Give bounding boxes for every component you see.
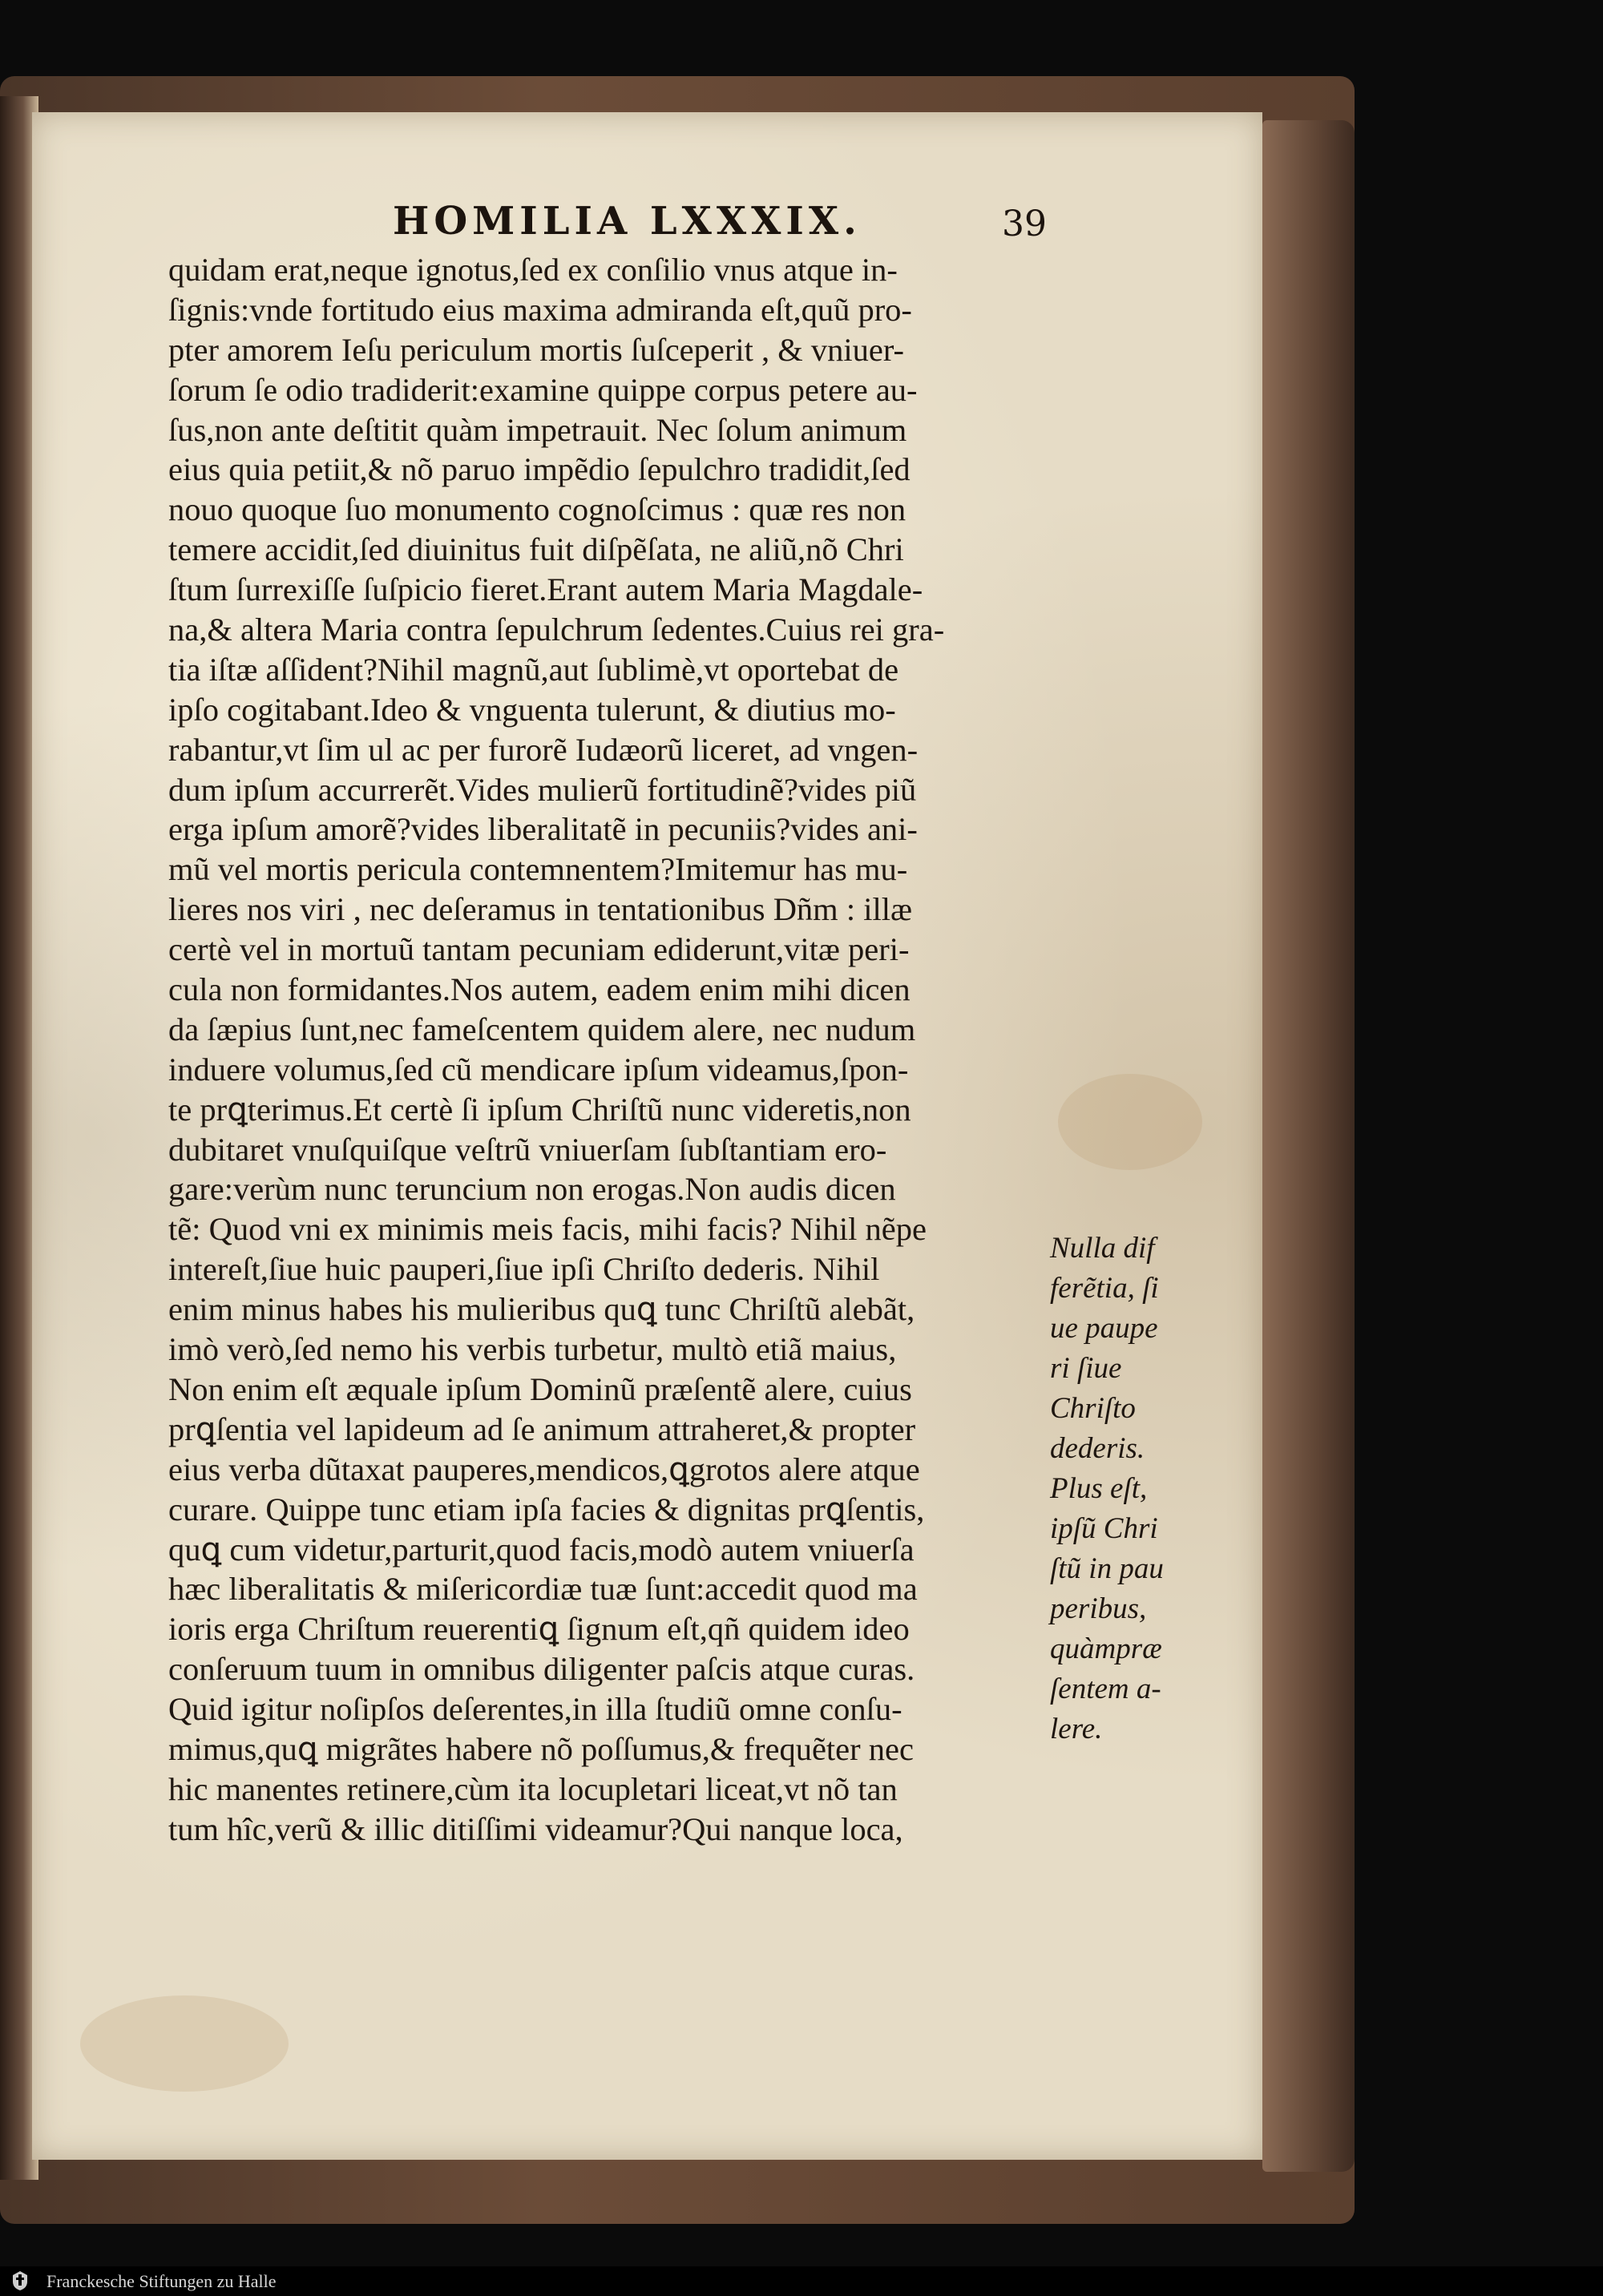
text-line: imò verò,ſed nemo his verbis turbetur, multò etiã maius,: [168, 1331, 897, 1368]
text-line: eius verba dũtaxat pauperes,mendicos,ꝗgrotos alere atque: [168, 1451, 920, 1487]
book-cover-edge: [1262, 120, 1355, 2172]
text-line: hic manentes retinere,cùm ita locupletari liceat,vt nõ tan: [168, 1770, 898, 1807]
text-line: conſeruum tuum in omnibus diligenter paſcis atque curas.: [168, 1651, 915, 1688]
text-line: tum hîc,verũ & illic ditiſſimi videamur?Qui nanque loca,: [168, 1810, 903, 1847]
text-line: tẽ: Quod vni ex minimis meis facis, mihi facis? Nihil nẽpe: [168, 1211, 927, 1248]
text-line: ſtum ſurrexiſſe ſuſpicio fieret.Erant autem Maria Magdale-: [168, 571, 923, 608]
page-number: 39: [1002, 204, 1047, 244]
paper-stain: [1058, 1074, 1202, 1170]
margin-note-line: ſtũ in pau: [1050, 1552, 1164, 1585]
text-line: cula non formidantes.Nos autem, eadem enim mihi dicen: [168, 971, 911, 1008]
margin-note-line: Chriſto: [1050, 1392, 1136, 1425]
text-line: induere volumus,ſed cũ mendicare ipſum videamus,ſpon-: [168, 1051, 909, 1087]
text-line: ſignis:vnde fortitudo eius maxima admiranda eſt,quũ pro-: [168, 291, 912, 328]
text-line: dum ipſum accurrerẽt.Vides mulierũ fortitudinẽ?vides piũ: [168, 771, 917, 808]
text-line: te prꝗterimus.Et certè ſi ipſum Chriſtũ nunc videretis,non: [168, 1091, 911, 1128]
text-line: mũ vel mortis pericula contemnentem?Imitemur has mu-: [168, 851, 908, 888]
margin-note-line: ri ſiue: [1050, 1352, 1122, 1385]
margin-note-line: lere.: [1050, 1713, 1103, 1745]
margin-note-line: peribus,: [1050, 1592, 1147, 1625]
text-line: quꝗ cum videtur,parturit,quod facis,modò autem vniuerſa: [168, 1531, 915, 1568]
margin-note-line: quàmpræ: [1050, 1632, 1162, 1665]
footer-bar: [0, 2266, 1603, 2296]
page-header: [393, 199, 1047, 255]
margin-note-line: ferẽtia, ſi: [1050, 1272, 1159, 1305]
text-line: enim minus habes his mulieribus quꝗ tunc Chriſtũ alebãt,: [168, 1291, 915, 1328]
text-line: da ſæpius ſunt,nec fameſcentem quidem alere, nec nudum: [168, 1011, 916, 1047]
margin-note-line: Plus eſt,: [1050, 1472, 1148, 1505]
text-line: nouo quoque ſuo monumento cognoſcimus : quæ res non: [168, 491, 906, 528]
main-text-block: [168, 250, 1050, 1850]
library-crest-icon: [11, 2270, 29, 2291]
text-line: curare. Quippe tunc etiam ipſa facies & dignitas prꝗſentis,: [168, 1491, 925, 1527]
margin-note-line: ſentem a-: [1050, 1673, 1161, 1705]
text-line: temere accidit,ſed diuinitus fuit diſpẽſata, ne aliũ,nõ Chri: [168, 531, 904, 568]
text-line: pter amorem Ieſu periculum mortis ſuſceperit , & vniuer-: [168, 331, 905, 368]
text-line: gare:verùm nunc teruncium non erogas.Non audis dicen: [168, 1171, 896, 1208]
paper-stain: [80, 1995, 289, 2092]
text-line: prꝗſentia vel lapideum ad ſe animum attraheret,& propter: [168, 1410, 916, 1447]
library-name: Franckesche Stiftungen zu Halle: [46, 2271, 277, 2291]
text-line: Quid igitur noſipſos deſerentes,in illa ſtudiũ omne conſu-: [168, 1691, 902, 1728]
text-line: hæc liberalitatis & miſericordiæ tuæ ſunt:accedit quod ma: [168, 1571, 918, 1608]
text-line: ſorum ſe odio tradiderit:examine quippe corpus petere au-: [168, 371, 918, 408]
text-line: intereſt,ſiue huic pauperi,ſiue ipſi Chriſto dederis. Nihil: [168, 1251, 880, 1288]
text-line: certè vel in mortuũ tantam pecuniam ediderunt,vitæ peri-: [168, 931, 910, 968]
text-line: rabantur,vt ſim ul ac per furorẽ Iudæorũ liceret, ad vngen-: [168, 731, 919, 768]
text-line: quidam erat,neque ignotus,ſed ex conſilio vnus atque in-: [168, 252, 898, 288]
text-line: mimus,quꝗ migrãtes habere nõ poſſumus,& frequẽter nec: [168, 1730, 914, 1767]
margin-note: [1050, 1229, 1190, 1749]
text-line: eius quia petiit,& nõ paruo impẽdio ſepulchro tradidit,ſed: [168, 451, 911, 488]
text-line: na,& altera Maria contra ſepulchrum ſedentes.Cuius rei gra-: [168, 611, 945, 648]
text-line: tia iſtæ aſſident?Nihil magnũ,aut ſublimè,vt oportebat de: [168, 651, 899, 688]
margin-note-line: Nulla dif: [1050, 1232, 1155, 1265]
margin-note-line: dederis.: [1050, 1432, 1145, 1465]
text-line: dubitaret vnuſquiſque veſtrũ vniuerſam ſubſtantiam ero-: [168, 1131, 887, 1168]
text-line: ipſo cogitabant.Ideo & vnguenta tulerunt, & diutius mo-: [168, 691, 896, 728]
text-line: ioris erga Chriſtum reuerentiꝗ ſignum eſt,qñ quidem ideo: [168, 1611, 910, 1648]
running-title: HOMILIA LXXXIX.: [393, 199, 862, 244]
text-line: ſus,non ante deſtitit quàm impetrauit. Nec ſolum animum: [168, 411, 907, 448]
margin-note-line: ue paupe: [1050, 1312, 1158, 1345]
text-line: Non enim eſt æquale ipſum Dominũ præſentẽ alere, cuius: [168, 1370, 912, 1407]
text-line: lieres nos viri , nec deſeramus in tentationibus Dñm : illæ: [168, 891, 912, 928]
text-line: erga ipſum amorẽ?vides liberalitatẽ in pecuniis?vides ani-: [168, 811, 918, 848]
margin-note-line: ipſũ Chri: [1050, 1512, 1158, 1545]
